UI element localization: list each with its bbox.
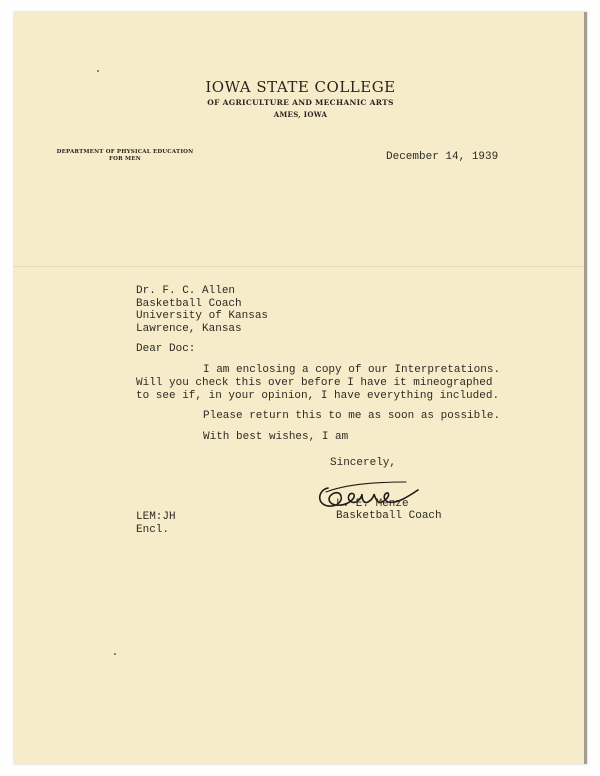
letterhead-city: AMES, IOWA — [273, 110, 328, 119]
body-paragraph-1-line-2: Will you check this over before I have it mineographed — [136, 377, 493, 389]
body-paragraph-1-line-3: to see if, in your opinion, I have everything included. — [136, 390, 500, 402]
letterhead-subtitle: OF AGRICULTURE AND MECHANIC ARTS — [207, 98, 394, 107]
reference-initials: LEM:JH — [136, 511, 176, 523]
page-edge — [584, 12, 587, 764]
address-line: Dr. F. C. Allen — [136, 285, 236, 297]
body-paragraph-3: With best wishes, I am — [203, 431, 349, 443]
letterhead-institution: IOWA STATE COLLEGE — [205, 78, 396, 96]
letter-page — [14, 12, 587, 764]
address-line: Basketball Coach — [136, 297, 242, 310]
body-paragraph-1-line-1: I am enclosing a copy of our Interpretations. — [203, 364, 501, 376]
paper-speck — [97, 70, 99, 72]
recipient-address — [136, 285, 268, 335]
enclosure-note: Encl. — [136, 524, 170, 536]
signer-name: L. E. Menze — [336, 498, 409, 510]
address-line: University of Kansas — [136, 310, 269, 323]
department-line-1: DEPARTMENT OF PHYSICAL EDUCATION — [56, 149, 194, 155]
signature-flourish — [326, 482, 406, 492]
department-block — [50, 149, 200, 163]
letter-date: December 14, 1939 — [386, 151, 499, 163]
address-line: Lawrence, Kansas — [136, 322, 242, 335]
body-paragraph-2: Please return this to me as soon as possible. — [203, 410, 501, 422]
signer-title: Basketball Coach — [336, 510, 442, 522]
paper-speck — [114, 653, 116, 655]
salutation: Dear Doc: — [136, 343, 196, 355]
paper-fold-line — [14, 266, 587, 267]
department-line-2: FOR MEN — [109, 156, 141, 162]
complimentary-closing: Sincerely, — [330, 457, 397, 469]
